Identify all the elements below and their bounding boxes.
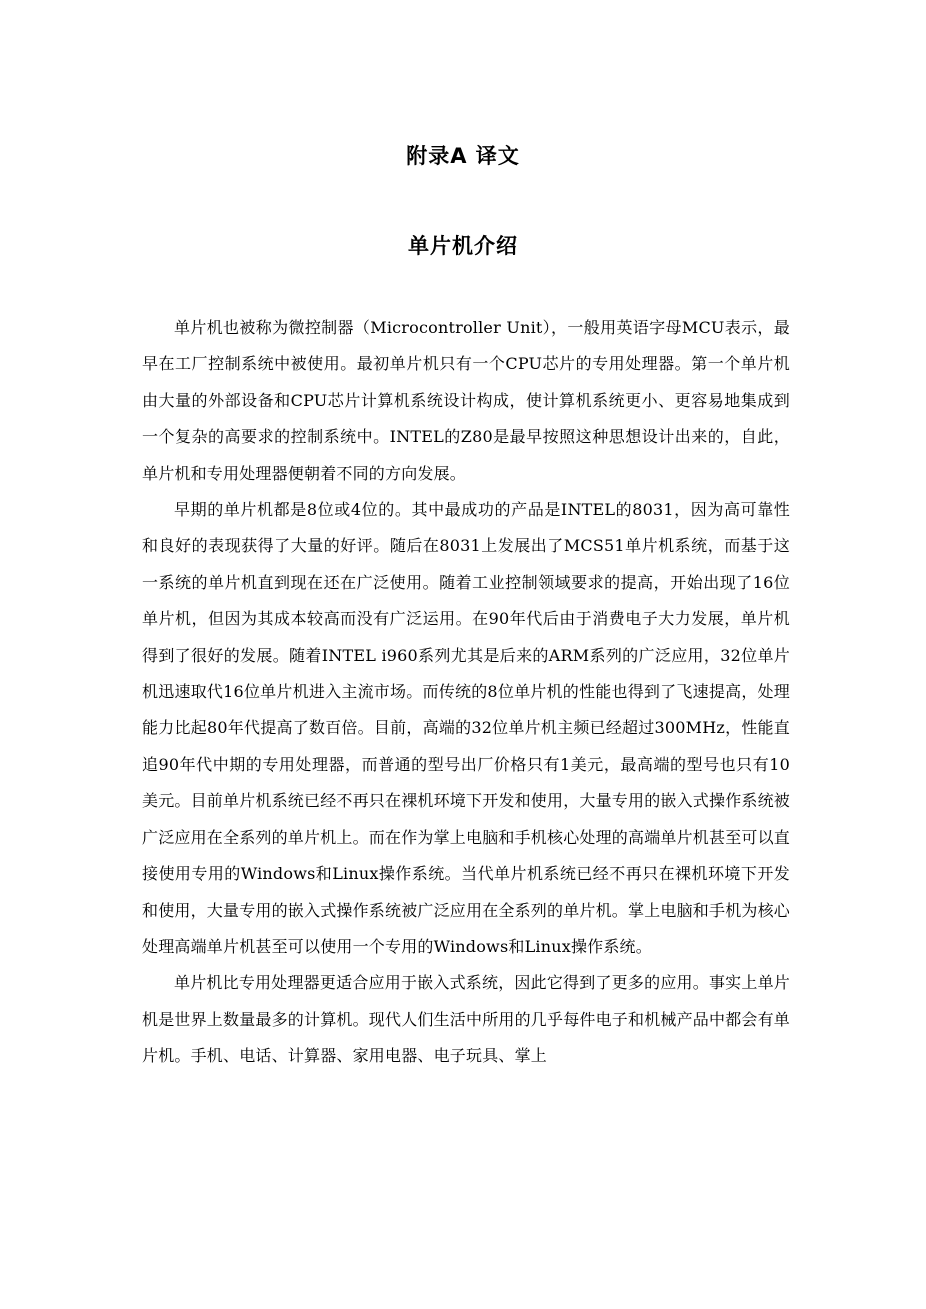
paragraph-2: 早期的单片机都是8位或4位的。其中最成功的产品是INTEL的8031，因为高可靠性和良好的表现获得了大量的好评。随后在8031上发展出了MCS51单片机系统，而基于这一系统的单片机直到现在还在广泛使用。随着工业控制领域要求的提高，开始出现了16位单片机，但因为其成本较高而没有广泛运用。在90年代后由于消费电子大力发展，单片机得到了很好的发展。随着INTEL i960系列尤其是后来的ARM系列的广泛应用，32位单片机迅速取代16位单片机进入主流市场。而传统的8位单片机的性能也得到了飞速提高，处理能力比起80年代提高了数百倍。目前，高端的32位单片机主频已经超过300MHz，性能直追90年代中期的专用处理器，而普通的型号出厂价格只有1美元，最高端的型号也只有10美元。目前单片机系统已经不再只在裸机环境下开发和使用，大量专用的嵌入式操作系统被广泛应用在全系列的单片机上。而在作为掌上电脑和手机核心处理的高端单片机甚至可以直接使用专用的Windows和Linux操作系统。当代单片机系统已经不再只在裸机环境下开发和使用，大量专用的嵌入式操作系统被广泛应用在全系列的单片机。掌上电脑和手机为核心处理高端单片机甚至可以使用一个专用的Windows和Linux操作系统。 — [142, 500, 791, 956]
document-body — [142, 310, 790, 1075]
article-title: 单片机介绍 — [408, 234, 518, 258]
paragraph-1: 单片机也被称为微控制器（Microcontroller Unit），一般用英语字母MCU表示，最早在工厂控制系统中被使用。最初单片机只有一个CPU芯片的专用处理器。第一个单片机由大量的外部设备和CPU芯片计算机系统设计构成，使计算机系统更小、更容易地集成到一个复杂的高要求的控制系统中。INTEL的Z80是最早按照这种思想设计出来的，自此，单片机和专用处理器便朝着不同的方向发展。 — [142, 318, 790, 483]
appendix-title: 附录A 译文 — [406, 144, 520, 168]
paragraph-3: 单片机比专用处理器更适合应用于嵌入式系统，因此它得到了更多的应用。事实上单片机是世界上数量最多的计算机。现代人们生活中所用的几乎每件电子和机械产品中都会有单片机。手机、电话、计算器、家用电器、电子玩具、掌上 — [142, 973, 791, 1066]
